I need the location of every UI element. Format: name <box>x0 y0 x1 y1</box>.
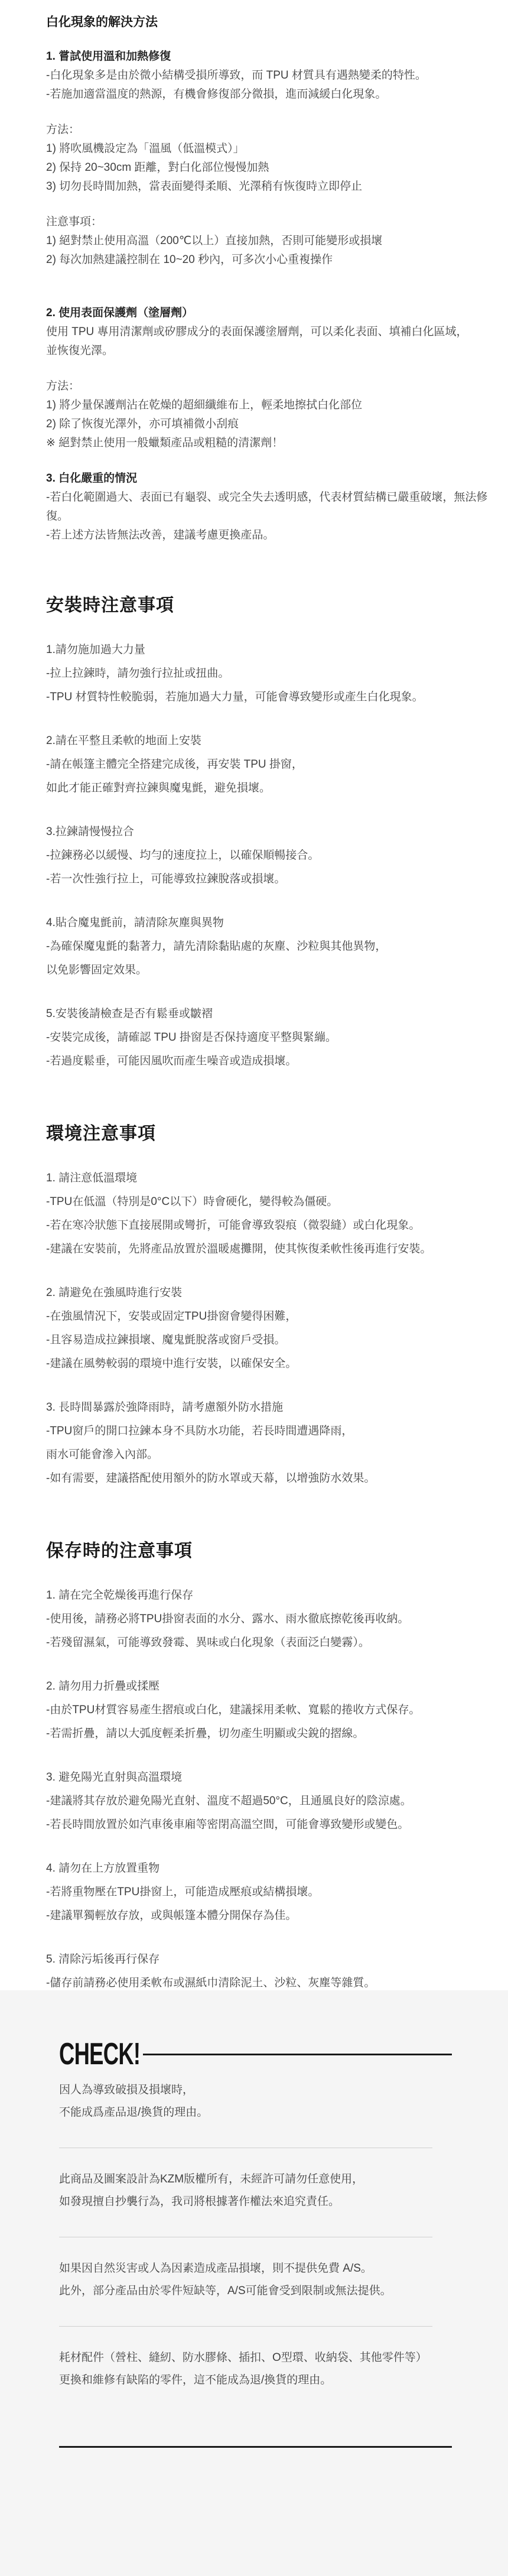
instruction-group <box>46 1167 500 1261</box>
text-line: -白化現象多是由於微小結構受損所導致，而 TPU 材質具有遇熱變柔的特性。 <box>46 69 426 82</box>
check-note-line: 不能成爲產品退/換貨的理由。 <box>59 2106 209 2119</box>
group-heading: 4. 請勿在上方放置重物 <box>46 1862 160 1875</box>
check-note-line: 耗材配件（營柱、縫紉、防水膠條、插扣、O型環、收納袋、其他零件等） <box>59 2351 427 2364</box>
instruction-group <box>46 820 500 891</box>
check-note <box>59 2148 452 2237</box>
text-line: -為確保魔鬼氈的黏著力，請先清除黏貼處的灰塵、沙粒與其他異物， <box>46 940 387 953</box>
group-heading: 3.拉鍊請慢慢拉合 <box>46 826 134 838</box>
check-note-line: 此商品及圖案設計為KZM版權所有，未經許可請勿任意使用， <box>59 2173 364 2185</box>
text-line: -TPU窗戶的開口拉鍊本身不具防水功能，若長時間遭遇降雨， <box>46 1425 353 1437</box>
instruction-group <box>46 377 500 453</box>
instruction-group <box>46 121 500 196</box>
instruction-group <box>46 1396 500 1490</box>
group-heading: 3. 白化嚴重的情況 <box>46 472 138 485</box>
text-line: -若殘留濕氣，可能導致發霉、異味或白化現象（表面泛白變霧）。 <box>46 1636 370 1649</box>
instruction-group <box>46 213 500 269</box>
text-line: 2) 除了恢復光澤外，亦可填補微小刮痕 <box>46 418 239 430</box>
instruction-group <box>46 304 500 360</box>
text-line: -若一次性強行拉上，可能導致拉鍊脫落或損壞。 <box>46 873 286 885</box>
group-heading: 2. 請勿用力折疊或揉壓 <box>46 1680 160 1693</box>
text-line: 1) 將少量保護劑沾在乾燥的超細纖維布上，輕柔地擦拭白化部位 <box>46 399 363 411</box>
group-heading: 3. 長時間暴露於強降雨時，請考慮額外防水措施 <box>46 1401 284 1414</box>
text-line: 1) 將吹風機設定為「溫風（低溫模式）」 <box>46 142 245 155</box>
text-line: -建議在風勢較弱的環境中進行安裝，以確保安全。 <box>46 1357 297 1370</box>
text-line: 3) 切勿長時間加熱，當表面變得柔順、光澤稍有恢復時立即停止 <box>46 180 363 193</box>
text-line: -若在寒冷狀態下直接展開或彎折，可能會導致裂痕（微裂縫）或白化現象。 <box>46 1219 421 1232</box>
check-note-line: 因人為導致破損及損壞時， <box>59 2084 194 2096</box>
check-note-line: 如發現擅自抄襲行為，我司將根據著作權法來追究責任。 <box>59 2195 340 2208</box>
text-line: -使用後，請務必將TPU掛窗表面的水分、露水、雨水徹底擦乾後再收納。 <box>46 1613 409 1625</box>
group-heading: 方法： <box>46 380 80 392</box>
section-installation <box>46 593 500 1073</box>
check-note <box>59 2067 452 2148</box>
group-heading: 1. 請在完全乾燥後再進行保存 <box>46 1589 194 1602</box>
group-heading: 方法： <box>46 124 80 136</box>
text-line: -若需折疊，請以大弧度輕柔折疊，切勿產生明顯或尖銳的摺線。 <box>46 1727 364 1740</box>
check-bottom-rule <box>59 2446 452 2448</box>
group-heading: 3. 避免陽光直射與高溫環境 <box>46 1771 183 1784</box>
text-line: -建議單獨輕放存放，或與帳篷本體分開保存為佳。 <box>46 1909 297 1922</box>
text-line: -若過度鬆垂，可能因風吹而產生噪音或造成損壞。 <box>46 1055 297 1067</box>
check-note-line: 如果因自然災害或人為因素造成產品損壞，則不提供免費 A/S。 <box>59 2262 372 2275</box>
text-line: -拉上拉鍊時，請勿強行拉扯或扭曲。 <box>46 667 230 680</box>
group-heading: 2. 使用表面保護劑（塗層劑） <box>46 307 194 319</box>
section-whitening-solutions <box>46 14 500 545</box>
instruction-group <box>46 469 500 545</box>
instruction-group <box>46 1675 500 1746</box>
check-header <box>59 2037 452 2071</box>
instruction-group <box>46 1766 500 1837</box>
group-heading: 1. 嘗試使用溫和加熱修復 <box>46 50 171 63</box>
check-title-rule <box>143 2054 452 2055</box>
section-title: 環境注意事項 <box>46 1124 156 1144</box>
group-heading: 注意事項： <box>46 216 103 228</box>
text-line: -若白化範圍過大、表面已有龜裂、或完全失去透明感，代表材質結構已嚴重破壞，無法修復。 <box>46 491 488 522</box>
group-heading: 2.請在平整且柔軟的地面上安裝 <box>46 735 201 747</box>
text-line: ※ 絕對禁止使用一般蠟類產品或粗糙的清潔劑！ <box>46 437 284 449</box>
text-line: -在強風情況下，安裝或固定TPU掛窗會變得困難， <box>46 1310 297 1323</box>
text-line: -TPU在低溫（特別是0°C以下）時會硬化，變得較為僵硬。 <box>46 1196 338 1208</box>
group-heading: 1.請勿施加過大力量 <box>46 644 145 656</box>
text-line: -由於TPU材質容易產生摺痕或白化，建議採用柔軟、寬鬆的捲收方式保存。 <box>46 1704 421 1716</box>
section-title: 保存時的注意事項 <box>46 1541 193 1561</box>
text-line: -且容易造成拉鍊損壞、魔鬼氈脫落或窗戶受損。 <box>46 1334 286 1346</box>
instruction-group <box>46 638 500 709</box>
instructions-content <box>46 14 500 2019</box>
text-line: -儲存前請務必使用柔軟布或濕紙巾清除泥土、沙粒、灰塵等雜質。 <box>46 1977 376 1989</box>
section-storage <box>46 1539 500 2019</box>
check-title-box <box>59 2037 141 2071</box>
text-line: 2) 每次加熱建議控制在 10~20 秒內，可多次小心重複操作 <box>46 254 333 266</box>
check-notes <box>59 2067 452 2415</box>
instruction-group <box>46 729 500 800</box>
section-title: 安裝時注意事項 <box>46 596 174 615</box>
group-heading: 2. 請避免在強風時進行安裝 <box>46 1287 183 1299</box>
text-line: -建議將其存放於避免陽光直射、溫度不超過50°C，且通風良好的陰涼處。 <box>46 1795 412 1807</box>
text-line: -拉鍊務必以緩慢、均勻的速度拉上，以確保順暢接合。 <box>46 849 320 862</box>
instruction-group <box>46 1002 500 1073</box>
section-environment <box>46 1122 500 1490</box>
group-heading: 1. 請注意低溫環境 <box>46 1172 138 1184</box>
check-note-line: 更換和維修有缺陷的零件，這不能成為退/換貨的理由。 <box>59 2374 332 2386</box>
text-line: -若將重物壓在TPU掛窗上，可能造成壓痕或結構損壞。 <box>46 1886 320 1898</box>
instruction-group <box>46 47 500 104</box>
text-line: 以免影響固定效果。 <box>46 964 148 976</box>
check-title: CHECK! <box>59 2037 141 2071</box>
text-line: 1) 絕對禁止使用高溫（200℃以上）直接加熱，否則可能變形或損壞 <box>46 235 383 247</box>
instruction-group <box>46 1857 500 1928</box>
check-section <box>0 1990 508 2576</box>
text-line: 使用 TPU 專用清潔劑或矽膠成分的表面保護塗層劑，可以柔化表面、填補白化區域， <box>46 326 468 338</box>
text-line: -建議在安裝前，先將產品放置於溫暖處攤開，使其恢復柔軟性後再進行安裝。 <box>46 1243 432 1255</box>
text-line: 並恢復光澤。 <box>46 345 114 357</box>
text-line: -安裝完成後，請確認 TPU 掛窗是否保持適度平整與緊繃。 <box>46 1031 337 1044</box>
instruction-group <box>46 1281 500 1376</box>
instruction-group <box>46 911 500 982</box>
text-line: 2) 保持 20~30cm 距離，對白化部位慢慢加熱 <box>46 161 269 174</box>
text-line: -如有需要，建議搭配使用額外的防水罩或天幕，以增強防水效果。 <box>46 1472 376 1484</box>
group-heading: 4.貼合魔鬼氈前，請清除灰塵與異物 <box>46 917 224 929</box>
group-heading: 5.安裝後請檢查是否有鬆垂或皺褶 <box>46 1008 213 1020</box>
check-note-line: 此外，部分產品由於零件短缺等，A/S可能會受到限制或無法提供。 <box>59 2285 392 2297</box>
section-title: 白化現象的解決方法 <box>46 15 158 29</box>
text-line: 如此才能正確對齊拉鍊與魔鬼氈，避免損壞。 <box>46 782 271 794</box>
instruction-group <box>46 1584 500 1655</box>
check-note <box>59 2327 452 2415</box>
group-heading: 5. 清除污垢後再行保存 <box>46 1953 160 1966</box>
check-note <box>59 2237 452 2326</box>
text-line: -若施加適當溫度的熱源，有機會修復部分微損，進而減緩白化現象。 <box>46 88 387 100</box>
text-line: 雨水可能會滲入內部。 <box>46 1448 159 1461</box>
text-line: -若長時間放置於如汽車後車廂等密閉高溫空間，可能會導致變形或變色。 <box>46 1818 409 1831</box>
text-line: -TPU 材質特性較脆弱，若施加過大力量，可能會導致變形或產生白化現象。 <box>46 691 424 703</box>
text-line: -若上述方法皆無法改善，建議考慮更換產品。 <box>46 529 275 541</box>
text-line: -請在帳篷主體完全搭建完成後，再安裝 TPU 掛窗， <box>46 758 303 771</box>
